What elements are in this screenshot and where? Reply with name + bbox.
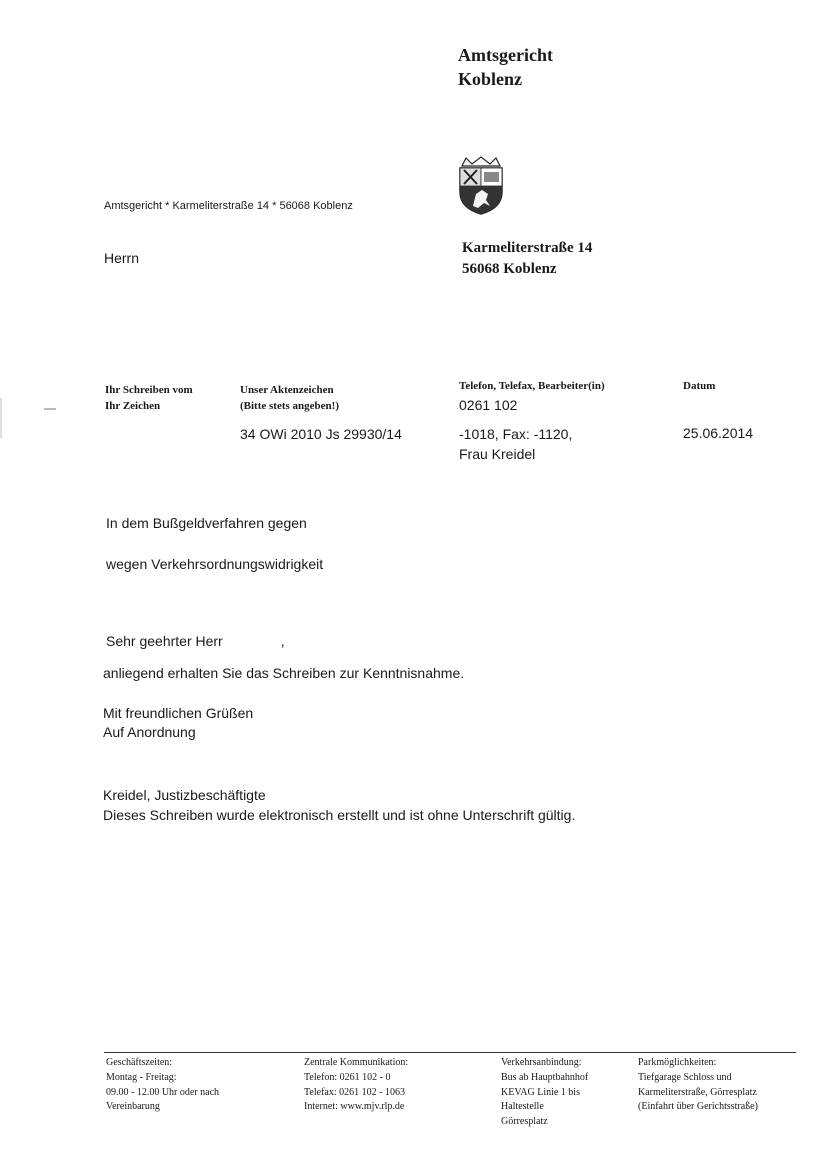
message-line: anliegend erhalten Sie das Schreiben zur Kenntnisnahme. bbox=[103, 665, 465, 681]
footer-hours-line: Vereinbarung bbox=[106, 1101, 160, 1113]
footer-contact-line: Internet: www.mjv.rlp.de bbox=[304, 1101, 405, 1113]
footer-hours-line: 09.00 - 12.00 Uhr oder nach bbox=[106, 1086, 220, 1098]
contact-label: Telefon, Telefax, Bearbeiter(in) bbox=[459, 380, 605, 392]
our-reference-label: Unser Aktenzeichen bbox=[240, 384, 334, 396]
phone-extensions: -1018, Fax: -1120, bbox=[459, 426, 573, 442]
sender-return-address: Amtsgericht * Karmeliterstraße 14 * 56068 Koblenz bbox=[104, 200, 353, 212]
electronic-note: Dieses Schreiben wurde elektronisch erstellt und ist ohne Unterschrift gültig. bbox=[103, 807, 576, 823]
footer-contact bbox=[304, 1056, 408, 1115]
scan-edge-mark bbox=[0, 398, 2, 438]
phone-number: 0261 102 bbox=[459, 397, 518, 413]
footer-transport-line: KEVAG Linie 1 bis bbox=[501, 1086, 580, 1098]
date-label: Datum bbox=[683, 380, 716, 392]
footer-contact-line: Zentrale Kommunikation: bbox=[304, 1057, 409, 1068]
salutation bbox=[106, 632, 285, 651]
court-address bbox=[462, 238, 592, 280]
footer-parking-line: Parkmöglichkeiten: bbox=[638, 1057, 717, 1068]
footer-transport-line: Görresplatz bbox=[501, 1116, 548, 1128]
footer-transport-line: Verkehrsanbindung: bbox=[501, 1057, 582, 1068]
court-city: 56068 Koblenz bbox=[462, 261, 557, 277]
coat-of-arms-icon bbox=[456, 156, 506, 216]
footer-business-hours bbox=[106, 1056, 219, 1115]
clerk-name: Frau Kreidel bbox=[459, 446, 536, 462]
salutation-comma: , bbox=[280, 633, 285, 649]
footer-contact-line: Telefon: 0261 102 - 0 bbox=[304, 1071, 391, 1083]
footer-transport-line: Bus ab Hauptbahnhof bbox=[501, 1071, 589, 1083]
court-name-line1: Amtsgericht bbox=[458, 45, 553, 65]
footer-contact-line: Telefax: 0261 102 - 1063 bbox=[304, 1086, 405, 1098]
court-name bbox=[458, 43, 553, 91]
court-name-line2: Koblenz bbox=[458, 69, 523, 89]
footer-parking-line: Karmeliterstraße, Görresplatz bbox=[638, 1086, 757, 1098]
footer-transport-line: Haltestelle bbox=[501, 1101, 544, 1113]
offence-line: wegen Verkehrsordnungswidrigkeit bbox=[106, 556, 324, 572]
footer-parking-line: (Einfahrt über Gerichtsstraße) bbox=[638, 1101, 758, 1113]
scan-mark bbox=[44, 408, 56, 410]
case-number: 34 OWi 2010 Js 29930/14 bbox=[240, 426, 402, 442]
letter-date: 25.06.2014 bbox=[683, 425, 754, 441]
your-reference-label: Ihr Zeichen bbox=[105, 400, 161, 412]
footer-parking-line: Tiefgarage Schloss und bbox=[638, 1071, 732, 1083]
closing-greeting: Mit freundlichen Grüßen bbox=[103, 705, 254, 721]
footer-transport bbox=[501, 1056, 588, 1130]
closing-by-order: Auf Anordnung bbox=[103, 724, 196, 740]
signature-line: Kreidel, Justizbeschäftigte bbox=[103, 787, 266, 803]
proceeding-line: In dem Bußgeldverfahren gegen bbox=[106, 515, 307, 531]
our-reference-note: (Bitte stets angeben!) bbox=[240, 400, 339, 412]
footer-hours-line: Montag - Freitag: bbox=[106, 1071, 177, 1083]
footer-parking bbox=[638, 1056, 758, 1115]
footer-hours-line: Geschäftszeiten: bbox=[106, 1057, 173, 1068]
recipient-salutation: Herrn bbox=[104, 250, 140, 266]
your-letter-label: Ihr Schreiben vom bbox=[105, 384, 193, 396]
salutation-text: Sehr geehrter Herr bbox=[106, 633, 223, 649]
footer-divider bbox=[104, 1052, 796, 1053]
court-street: Karmeliterstraße 14 bbox=[462, 240, 593, 256]
